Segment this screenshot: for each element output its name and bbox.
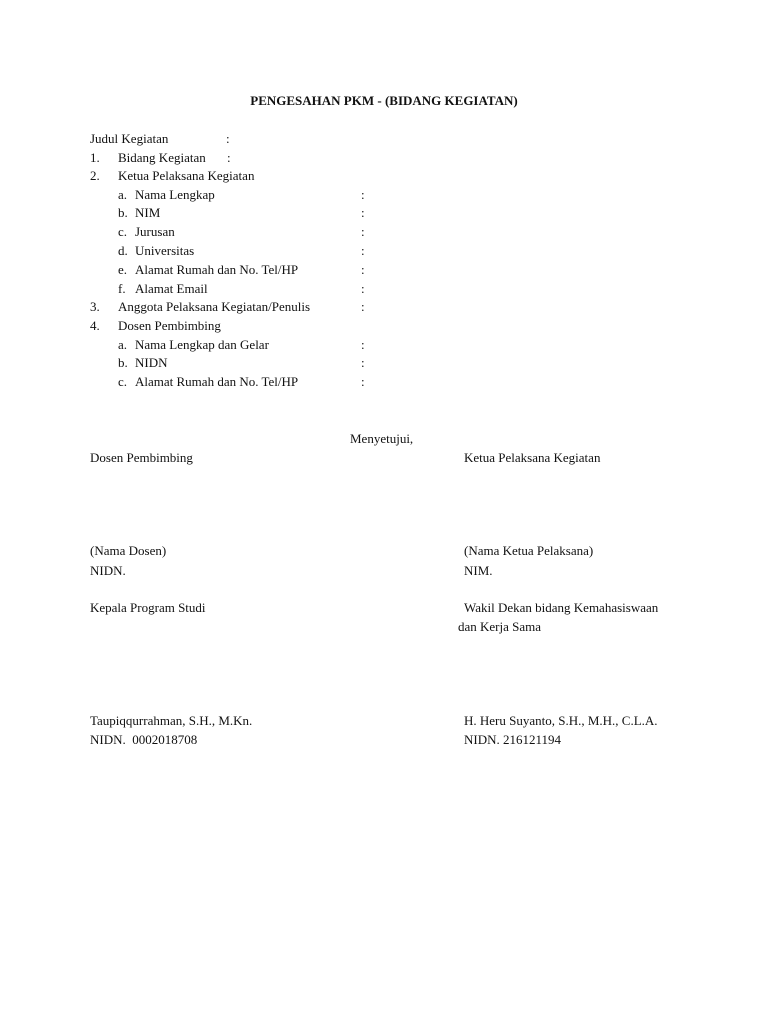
right-role-wadek-line1: Wakil Dekan bidang Kemahasiswaan (464, 600, 659, 615)
left-signatory-name-2: Taupiqqurrahman, S.H., M.Kn. (90, 713, 253, 728)
ketua-sub-b-label: NIM (135, 205, 161, 220)
item-1-label: Bidang Kegiatan (118, 150, 206, 165)
ketua-sub-f-label: Alamat Email (135, 281, 208, 296)
left-signatory-id-2: NIDN. 0002018708 (90, 732, 198, 747)
item-4-label: Dosen Pembimbing (118, 318, 221, 333)
dosen-sub-c-colon: : (361, 374, 365, 389)
item-3-label: Anggota Pelaksana Kegiatan/Penulis (118, 299, 311, 314)
dosen-sub-c-letter: c. (118, 374, 128, 389)
item-3-number: 3. (90, 299, 100, 314)
right-signatory-name-2: H. Heru Suyanto, S.H., M.H., C.L.A. (464, 713, 658, 728)
ketua-sub-e-label: Alamat Rumah dan No. Tel/HP (135, 262, 299, 277)
item-1-colon: : (227, 150, 231, 165)
ketua-sub-e-colon: : (361, 262, 365, 277)
item-3-colon: : (361, 299, 365, 314)
right-role-wadek-line2: dan Kerja Sama (458, 619, 542, 634)
judul-kegiatan-label: Judul Kegiatan (90, 131, 169, 146)
menyetujui-text: Menyetujui, (350, 431, 414, 446)
item-2-number: 2. (90, 168, 100, 183)
ketua-sub-c-label: Jurusan (135, 224, 175, 239)
dosen-sub-a-colon: : (361, 337, 365, 352)
ketua-sub-d-colon: : (361, 243, 365, 258)
left-signatory-name: (Nama Dosen) (90, 543, 167, 558)
dosen-sub-c-label: Alamat Rumah dan No. Tel/HP (135, 374, 299, 389)
dosen-sub-b-letter: b. (118, 355, 128, 370)
right-role-ketua: Ketua Pelaksana Kegiatan (464, 450, 601, 465)
item-1-number: 1. (90, 150, 100, 165)
dosen-sub-a-letter: a. (118, 337, 128, 352)
ketua-sub-a-colon: : (361, 187, 365, 202)
document-title: PENGESAHAN PKM - (BIDANG KEGIATAN) (250, 93, 518, 108)
ketua-sub-b-letter: b. (118, 205, 128, 220)
item-4-number: 4. (90, 318, 100, 333)
left-role-kaprodi: Kepala Program Studi (90, 600, 206, 615)
judul-kegiatan-colon: : (226, 131, 230, 146)
right-signatory-name: (Nama Ketua Pelaksana) (464, 543, 594, 558)
left-role-dosen: Dosen Pembimbing (90, 450, 193, 465)
ketua-sub-e-letter: e. (118, 262, 128, 277)
item-2-label: Ketua Pelaksana Kegiatan (118, 168, 255, 183)
right-signatory-id: NIM. (464, 563, 493, 578)
ketua-sub-c-colon: : (361, 224, 365, 239)
right-signatory-id-2: NIDN. 216121194 (464, 732, 562, 747)
ketua-sub-a-label: Nama Lengkap (135, 187, 215, 202)
left-signatory-id: NIDN. (90, 563, 126, 578)
ketua-sub-f-colon: : (361, 281, 365, 296)
dosen-sub-b-label: NIDN (135, 355, 168, 370)
ketua-sub-d-letter: d. (118, 243, 128, 258)
ketua-sub-a-letter: a. (118, 187, 128, 202)
ketua-sub-f-letter: f. (118, 281, 126, 296)
ketua-sub-d-label: Universitas (135, 243, 195, 258)
ketua-sub-c-letter: c. (118, 224, 128, 239)
dosen-sub-b-colon: : (361, 355, 365, 370)
dosen-sub-a-label: Nama Lengkap dan Gelar (135, 337, 269, 352)
ketua-sub-b-colon: : (361, 205, 365, 220)
